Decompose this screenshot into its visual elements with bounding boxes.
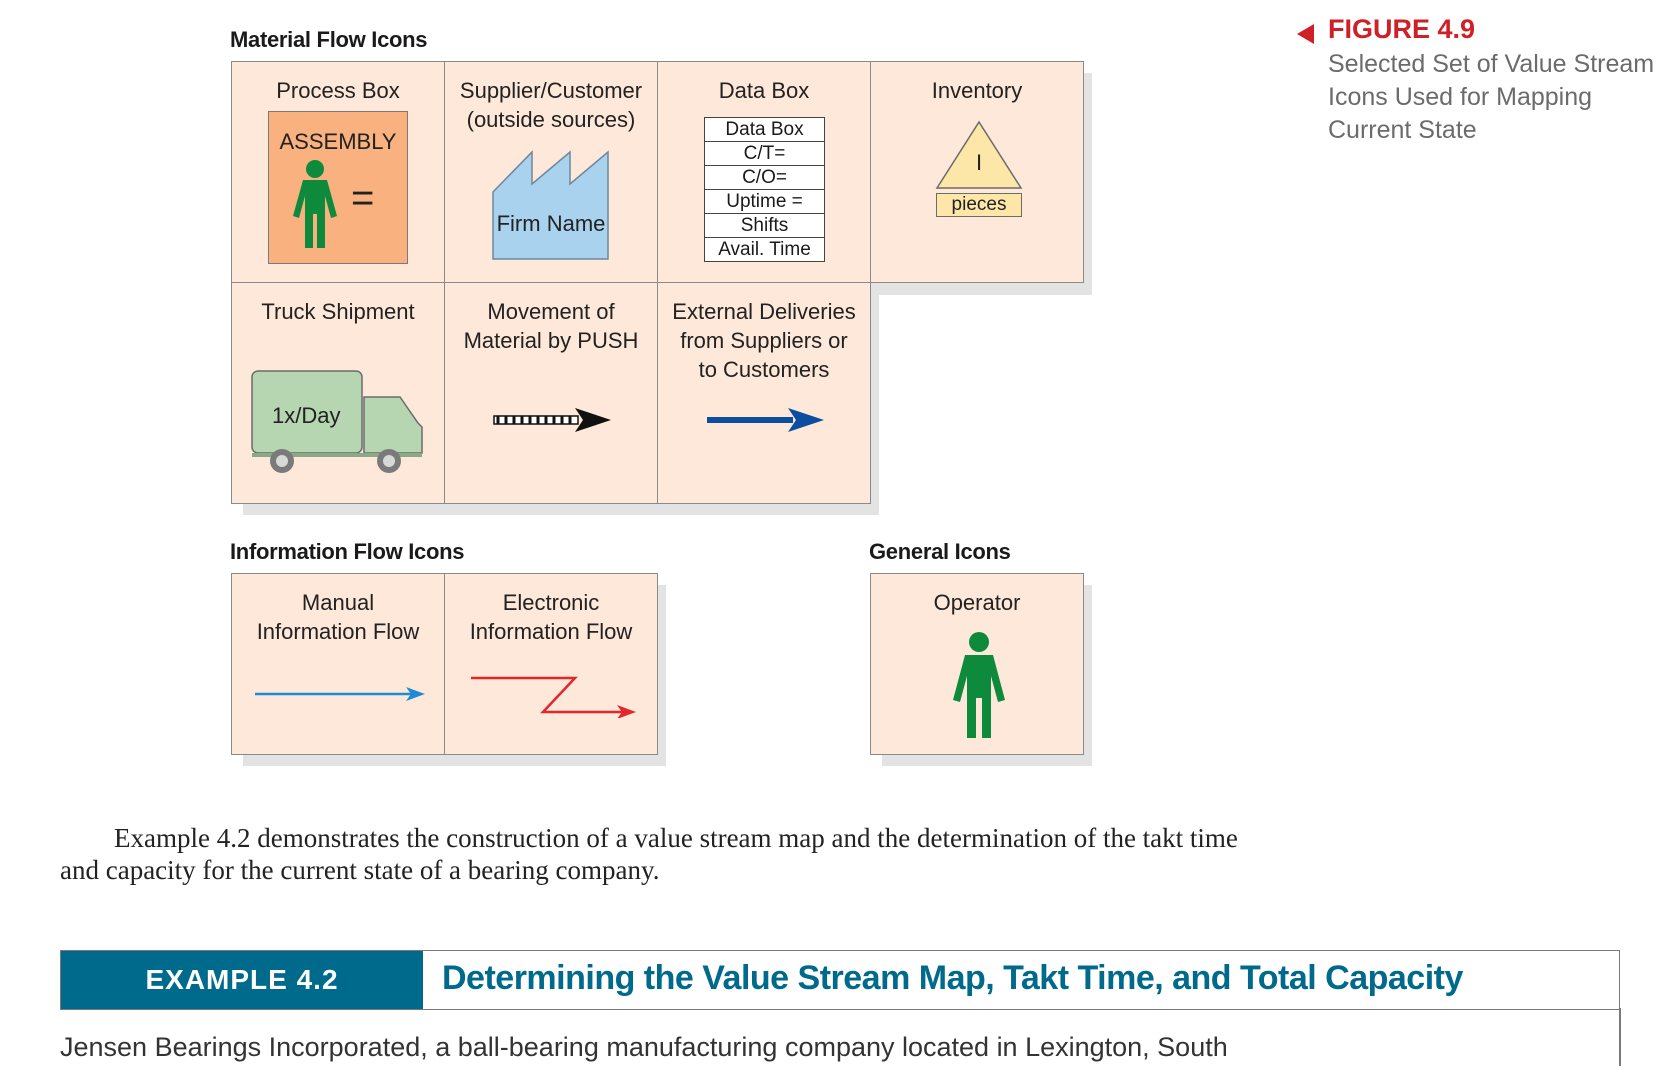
caption-line: Selected Set of Value Stream <box>1328 50 1655 78</box>
label-line: Information Flow <box>256 619 420 644</box>
external-arrow-icon <box>706 407 826 433</box>
push-cell <box>444 282 658 504</box>
general-icons-title: General Icons <box>869 539 1011 564</box>
example-border <box>1619 1008 1621 1066</box>
label-line: Electronic <box>502 590 600 615</box>
operator-icon <box>947 630 1011 742</box>
label-line: Manual <box>301 590 375 615</box>
label-line: from Suppliers or <box>680 328 848 353</box>
label-line: Material by PUSH <box>463 328 639 353</box>
inventory-unit: pieces <box>936 193 1022 217</box>
label-line: Information Flow <box>469 619 633 644</box>
electronic-info-label <box>445 588 657 646</box>
manual-info-cell <box>231 573 445 755</box>
manual-info-label <box>232 588 444 646</box>
data-box-row: Avail. Time <box>718 239 811 260</box>
truck-frequency: 1x/Day <box>272 403 341 428</box>
manual-info-arrow-icon <box>254 686 426 702</box>
data-box-row: Uptime = <box>705 190 824 214</box>
caption-line: Current State <box>1328 116 1477 144</box>
figure-marker-icon <box>1297 24 1314 44</box>
truck-label: Truck Shipment <box>261 299 415 324</box>
material-flow-title: Material Flow Icons <box>230 27 428 52</box>
caption-line: Icons Used for Mapping <box>1328 83 1593 111</box>
inventory-cell <box>870 61 1084 283</box>
process-box-label: Process Box <box>276 78 400 103</box>
label-line: Movement of <box>487 299 615 324</box>
equals-symbol: = <box>351 176 375 220</box>
electronic-info-arrow-icon <box>469 674 637 718</box>
process-box-icon <box>268 111 408 264</box>
example-header <box>60 950 1620 1010</box>
example-title: Determining the Value Stream Map, Takt Time, and Total Capacity <box>442 959 1463 997</box>
paragraph-text: Example 4.2 demonstrates the construction of a value stream map and the determination of the takt time and capacity for the current state of a bearing company. <box>60 823 1238 885</box>
data-box-row: Data Box <box>705 118 824 142</box>
electronic-info-cell <box>444 573 658 755</box>
figure-number: FIGURE 4.9 <box>1328 14 1476 44</box>
external-cell <box>657 282 871 504</box>
operator-cell <box>870 573 1084 755</box>
data-box-row: C/T= <box>705 142 824 166</box>
data-box-table <box>704 117 825 262</box>
example-first-line: Jensen Bearings Incorporated, a ball-bearing manufacturing company located in Lexington, South <box>60 1032 1228 1062</box>
factory-icon <box>492 150 610 260</box>
data-box-cell <box>657 61 871 283</box>
label-line: to Customers <box>698 357 830 382</box>
external-label <box>658 297 870 384</box>
body-paragraph <box>60 822 1260 886</box>
figure-caption <box>1328 48 1668 147</box>
supplier-label <box>445 76 657 134</box>
inventory-label: Inventory <box>931 78 1023 103</box>
push-label <box>445 297 657 355</box>
label-line: (outside sources) <box>466 107 636 132</box>
supplier-cell <box>444 61 658 283</box>
push-arrow-icon <box>493 407 613 433</box>
example-tag: EXAMPLE 4.2 <box>61 951 423 1009</box>
label-line: External Deliveries <box>672 299 856 324</box>
data-box-row: Shifts <box>705 214 824 238</box>
label-line: Supplier/Customer <box>459 78 643 103</box>
data-box-row: C/O= <box>705 166 824 190</box>
information-flow-title: Information Flow Icons <box>230 539 465 564</box>
operator-label: Operator <box>933 590 1021 615</box>
data-box-label: Data Box <box>718 78 810 103</box>
truck-cell <box>231 282 445 504</box>
inventory-symbol: I <box>975 150 983 175</box>
process-box-cell <box>231 61 445 283</box>
firm-name: Firm Name <box>496 211 606 236</box>
operator-icon <box>287 158 343 252</box>
process-name: ASSEMBLY <box>279 129 397 154</box>
